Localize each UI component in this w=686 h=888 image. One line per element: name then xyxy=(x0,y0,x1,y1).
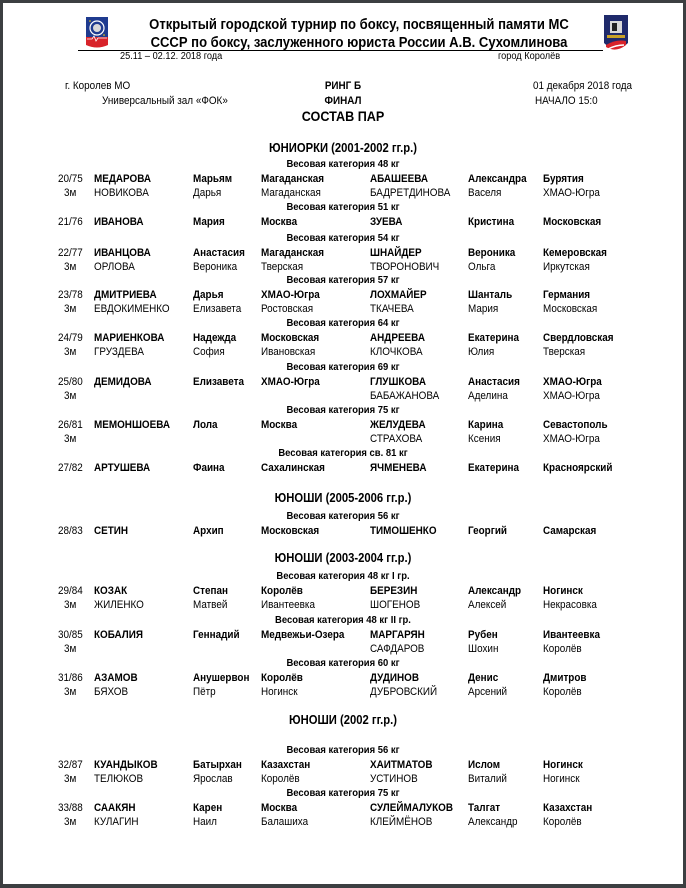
blue-corner-region: Красноярский xyxy=(543,462,613,474)
red-corner-lastname: МАРИЕНКОВА xyxy=(94,332,165,344)
red-corner-lastname: МЕМОНШОЕВА xyxy=(94,419,171,431)
red-corner-region: Медвежьи-Озера xyxy=(261,629,345,641)
red-reserve-lastname: ЖИЛЕНКО xyxy=(94,599,144,611)
bout-note: 3м xyxy=(64,346,77,358)
blue-reserve-region: Королёв xyxy=(543,686,582,698)
weight-category-heading: Весовая категория 54 кг xyxy=(286,232,400,244)
red-corner-firstname: Лола xyxy=(193,419,218,431)
red-corner-firstname: Геннадий xyxy=(193,629,240,641)
weight-category-heading: Весовая категория 60 кг xyxy=(286,657,400,669)
blue-reserve-region: Ногинск xyxy=(543,773,580,785)
red-corner-firstname: Анушервон xyxy=(193,672,250,684)
tournament-title xyxy=(139,16,578,52)
red-corner-lastname: ДМИТРИЕВА xyxy=(94,289,157,301)
blue-corner-firstname: Екатерина xyxy=(468,462,520,474)
blue-corner-region: Самарская xyxy=(543,525,597,537)
red-corner-firstname: Марьям xyxy=(193,173,233,185)
blue-corner-region: Московская xyxy=(543,216,602,228)
blue-corner-region: Ногинск xyxy=(543,585,583,597)
blue-corner-firstname: Талгат xyxy=(468,802,501,814)
red-corner-lastname: ИВАНЦОВА xyxy=(94,247,151,259)
bout-number: 26/81 xyxy=(58,419,83,431)
red-reserve-lastname: НОВИКОВА xyxy=(94,187,149,199)
red-corner-firstname: Степан xyxy=(193,585,228,597)
stage-label: ФИНАЛ xyxy=(324,95,362,107)
red-reserve-firstname: Дарья xyxy=(193,187,222,199)
blue-reserve-lastname: ШОГЕНОВ xyxy=(370,599,421,611)
bout-note: 3м xyxy=(64,773,77,785)
bout-number: 23/78 xyxy=(58,289,83,301)
red-corner-firstname: Батырхан xyxy=(193,759,242,771)
korolev-coat-of-arms-icon xyxy=(86,17,108,50)
bout-number: 20/75 xyxy=(58,173,83,185)
red-corner-lastname: КОЗАК xyxy=(94,585,128,597)
blue-reserve-firstname: Арсений xyxy=(468,686,508,698)
bout-number: 29/84 xyxy=(58,585,83,597)
boxing-federation-emblem-icon xyxy=(604,15,628,55)
red-reserve-firstname: Ярослав xyxy=(193,773,233,785)
blue-corner-lastname: СУЛЕЙМАЛУКОВ xyxy=(370,802,453,814)
red-corner-lastname: МЕДАРОВА xyxy=(94,173,152,185)
weight-category-heading: Весовая категория 64 кг xyxy=(286,317,400,329)
blue-reserve-firstname: Александр xyxy=(468,816,518,828)
blue-corner-lastname: ЯЧМЕНЕВА xyxy=(370,462,427,474)
blue-corner-region: Германия xyxy=(543,289,591,301)
red-corner-region: Магаданская xyxy=(261,247,325,259)
blue-corner-region: Дмитров xyxy=(543,672,587,684)
bout-number: 25/80 xyxy=(58,376,83,388)
bout-note: 3м xyxy=(64,816,77,828)
blue-corner-lastname: ХАИТМАТОВ xyxy=(370,759,433,771)
weight-category-heading: Весовая категория св. 81 кг xyxy=(278,447,408,459)
bout-number: 28/83 xyxy=(58,525,83,537)
weight-category-heading: Весовая категория 56 кг xyxy=(286,744,400,756)
blue-reserve-region: Королёв xyxy=(543,816,582,828)
age-group-heading: ЮНИОРКИ (2001-2002 гг.р.) xyxy=(269,141,417,155)
red-corner-lastname: КОБАЛИЯ xyxy=(94,629,143,641)
red-corner-firstname: Фаина xyxy=(193,462,225,474)
bout-number: 24/79 xyxy=(58,332,83,344)
red-reserve-region: Магаданская xyxy=(261,187,321,199)
blue-reserve-firstname: Шохин xyxy=(468,643,499,655)
blue-corner-firstname: Ислом xyxy=(468,759,501,771)
location: г. Королев МО xyxy=(65,80,131,92)
blue-reserve-lastname: БАДРЕТДИНОВА xyxy=(370,187,451,199)
blue-corner-lastname: АБАШЕЕВА xyxy=(370,173,429,185)
blue-reserve-region: ХМАО-Югра xyxy=(543,187,600,199)
red-reserve-firstname: Елизавета xyxy=(193,303,242,315)
blue-corner-lastname: ЖЕЛУДЕВА xyxy=(370,419,426,431)
weight-category-heading: Весовая категория 69 кг xyxy=(286,361,400,373)
bout-number: 21/76 xyxy=(58,216,83,228)
weight-category-heading: Весовая категория 75 кг xyxy=(286,404,400,416)
red-corner-lastname: СЕТИН xyxy=(94,525,129,537)
red-reserve-region: Королёв xyxy=(261,773,300,785)
blue-corner-region: Кемеровская xyxy=(543,247,607,259)
bout-number: 22/77 xyxy=(58,247,83,259)
blue-corner-firstname: Вероника xyxy=(468,247,516,259)
red-reserve-lastname: ЕВДОКИМЕНКО xyxy=(94,303,170,315)
red-corner-firstname: Мария xyxy=(193,216,225,228)
ring-label: РИНГ Б xyxy=(324,80,362,92)
document-title: СОСТАВ ПАР xyxy=(301,108,385,124)
blue-corner-firstname: Карина xyxy=(468,419,504,431)
red-corner-region: Сахалинская xyxy=(261,462,325,474)
blue-reserve-region: Королёв xyxy=(543,643,582,655)
red-corner-lastname: ДЕМИДОВА xyxy=(94,376,152,388)
red-corner-firstname: Надежда xyxy=(193,332,237,344)
blue-corner-lastname: БЕРЕЗИН xyxy=(370,585,418,597)
tournament-city: город Королёв xyxy=(498,51,561,62)
red-corner-region: Казахстан xyxy=(261,759,311,771)
blue-corner-lastname: ДУДИНОВ xyxy=(370,672,420,684)
blue-corner-firstname: Александра xyxy=(468,173,527,185)
weight-category-heading: Весовая категория 57 кг xyxy=(286,274,400,286)
red-corner-region: Московская xyxy=(261,525,320,537)
blue-corner-lastname: АНДРЕЕВА xyxy=(370,332,425,344)
blue-reserve-region: ХМАО-Югра xyxy=(543,390,600,402)
blue-corner-region: Бурятия xyxy=(543,173,584,185)
venue: Универсальный зал «ФОК» xyxy=(102,95,228,107)
red-corner-firstname: Анастасия xyxy=(193,247,245,259)
blue-reserve-firstname: Алексей xyxy=(468,599,507,611)
blue-corner-region: Свердловская xyxy=(543,332,614,344)
blue-reserve-region: Некрасовка xyxy=(543,599,597,611)
blue-reserve-region: ХМАО-Югра xyxy=(543,433,600,445)
red-reserve-region: Балашиха xyxy=(261,816,309,828)
age-group-heading: ЮНОШИ (2002 гг.р.) xyxy=(288,713,397,727)
bout-note: 3м xyxy=(64,686,77,698)
red-corner-region: Магаданская xyxy=(261,173,325,185)
title-line-2: СССР по боксу, заслуженного юриста России А.В. Сухомлинова xyxy=(150,35,568,51)
red-corner-firstname: Архип xyxy=(193,525,224,537)
blue-reserve-lastname: СТРАХОВА xyxy=(370,433,423,445)
blue-corner-lastname: ГЛУШКОВА xyxy=(370,376,426,388)
blue-reserve-firstname: Ксения xyxy=(468,433,501,445)
red-corner-firstname: Карен xyxy=(193,802,223,814)
title-line-1: Открытый городской турнир по боксу, посвященный памяти МС xyxy=(149,17,569,33)
bout-note: 3м xyxy=(64,433,77,445)
blue-corner-lastname: ТИМОШЕНКО xyxy=(370,525,437,537)
red-corner-region: Королёв xyxy=(261,585,303,597)
blue-corner-firstname: Шанталь xyxy=(468,289,513,301)
document-page xyxy=(3,3,683,884)
weight-category-heading: Весовая категория 48 кг xyxy=(286,158,400,170)
red-corner-lastname: АРТУШЕВА xyxy=(94,462,151,474)
blue-reserve-lastname: ТКАЧЕВА xyxy=(370,303,414,315)
tournament-dates: 25.11 – 02.12. 2018 года xyxy=(120,51,223,62)
age-group-heading: ЮНОШИ (2003-2004 гг.р.) xyxy=(274,551,412,565)
blue-corner-firstname: Кристина xyxy=(468,216,515,228)
bout-note: 3м xyxy=(64,390,77,402)
red-reserve-lastname: БЯХОВ xyxy=(94,686,129,698)
red-corner-firstname: Дарья xyxy=(193,289,224,301)
bout-note: 3м xyxy=(64,643,77,655)
weight-category-heading: Весовая категория 75 кг xyxy=(286,787,400,799)
red-corner-firstname: Елизавета xyxy=(193,376,244,388)
blue-reserve-firstname: Мария xyxy=(468,303,499,315)
weight-category-heading: Весовая категория 48 кг II гр. xyxy=(275,614,411,626)
blue-corner-lastname: ШНАЙДЕР xyxy=(370,247,422,259)
red-reserve-region: Тверская xyxy=(261,261,304,273)
blue-reserve-lastname: КЛЕЙМЁНОВ xyxy=(370,816,433,828)
blue-reserve-lastname: УСТИНОВ xyxy=(370,773,418,785)
red-reserve-lastname: КУЛАГИН xyxy=(94,816,139,828)
red-corner-lastname: СААКЯН xyxy=(94,802,136,814)
blue-corner-firstname: Александр xyxy=(468,585,522,597)
blue-reserve-lastname: КЛОЧКОВА xyxy=(370,346,423,358)
bout-number: 27/82 xyxy=(58,462,83,474)
blue-reserve-lastname: ТВОРОНОВИЧ xyxy=(370,261,440,273)
bout-note: 3м xyxy=(64,303,77,315)
blue-reserve-firstname: Васеля xyxy=(468,187,502,199)
red-corner-region: Московская xyxy=(261,332,320,344)
bout-note: 3м xyxy=(64,599,77,611)
red-reserve-firstname: Наил xyxy=(193,816,217,828)
red-corner-region: ХМАО-Югра xyxy=(261,289,320,301)
blue-corner-region: Ногинск xyxy=(543,759,583,771)
red-reserve-lastname: ГРУЗДЕВА xyxy=(94,346,144,358)
red-corner-region: Москва xyxy=(261,216,298,228)
red-corner-region: Королёв xyxy=(261,672,303,684)
blue-corner-region: Севастополь xyxy=(543,419,608,431)
event-date: 01 декабря 2018 года xyxy=(533,80,633,92)
red-reserve-firstname: София xyxy=(193,346,225,358)
blue-reserve-region: Тверская xyxy=(543,346,586,358)
blue-corner-lastname: МАРГАРЯН xyxy=(370,629,425,641)
blue-reserve-firstname: Ольга xyxy=(468,261,496,273)
blue-reserve-firstname: Юлия xyxy=(468,346,495,358)
red-reserve-firstname: Вероника xyxy=(193,261,238,273)
bout-number: 30/85 xyxy=(58,629,83,641)
blue-corner-lastname: ЗУЕВА xyxy=(370,216,403,228)
blue-reserve-region: Московская xyxy=(543,303,598,315)
weight-category-heading: Весовая категория 56 кг xyxy=(286,510,400,522)
weight-category-heading: Весовая категория 51 кг xyxy=(286,201,400,213)
red-reserve-region: Ногинск xyxy=(261,686,298,698)
blue-reserve-lastname: САФДАРОВ xyxy=(370,643,425,655)
blue-corner-lastname: ЛОХМАЙЕР xyxy=(370,289,427,301)
bout-number: 31/86 xyxy=(58,672,83,684)
blue-reserve-lastname: ДУБРОВСКИЙ xyxy=(370,686,438,698)
red-corner-region: Москва xyxy=(261,419,298,431)
blue-reserve-lastname: БАБАЖАНОВА xyxy=(370,390,440,402)
red-reserve-region: Ивановская xyxy=(261,346,316,358)
bout-number: 33/88 xyxy=(58,802,83,814)
blue-corner-firstname: Георгий xyxy=(468,525,508,537)
age-group-heading: ЮНОШИ (2005-2006 гг.р.) xyxy=(274,491,412,505)
red-reserve-lastname: ТЕЛЮКОВ xyxy=(94,773,144,785)
bout-note: 3м xyxy=(64,261,77,273)
blue-corner-firstname: Денис xyxy=(468,672,499,684)
blue-corner-region: ХМАО-Югра xyxy=(543,376,602,388)
red-corner-region: Москва xyxy=(261,802,298,814)
blue-corner-region: Казахстан xyxy=(543,802,593,814)
red-corner-lastname: ИВАНОВА xyxy=(94,216,144,228)
red-reserve-firstname: Матвей xyxy=(193,599,228,611)
blue-reserve-firstname: Виталий xyxy=(468,773,507,785)
red-reserve-lastname: ОРЛОВА xyxy=(94,261,135,273)
blue-corner-firstname: Анастасия xyxy=(468,376,520,388)
bout-number: 32/87 xyxy=(58,759,83,771)
red-corner-lastname: АЗАМОВ xyxy=(94,672,138,684)
red-corner-lastname: КУАНДЫКОВ xyxy=(94,759,158,771)
red-reserve-firstname: Пётр xyxy=(193,686,216,698)
start-time: НАЧАЛО 15:0 xyxy=(535,95,598,107)
blue-reserve-region: Иркутская xyxy=(543,261,590,273)
bout-note: 3м xyxy=(64,187,77,199)
blue-corner-region: Ивантеевка xyxy=(543,629,600,641)
blue-corner-firstname: Екатерина xyxy=(468,332,520,344)
weight-category-heading: Весовая категория 48 кг I гр. xyxy=(276,570,410,582)
red-corner-region: ХМАО-Югра xyxy=(261,376,320,388)
red-reserve-region: Ивантеевка xyxy=(261,599,315,611)
blue-reserve-firstname: Аделина xyxy=(468,390,508,402)
blue-corner-firstname: Рубен xyxy=(468,629,498,641)
red-reserve-region: Ростовская xyxy=(261,303,314,315)
